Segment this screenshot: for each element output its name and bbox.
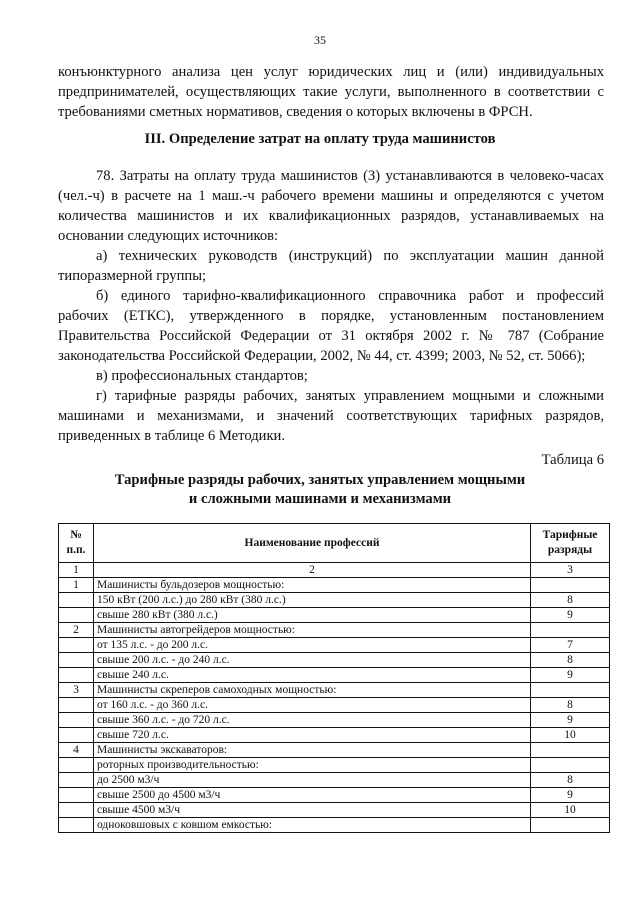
- table-row: [59, 683, 610, 698]
- row-grade: 8: [531, 698, 610, 713]
- paragraph-78: 78. Затраты на оплату труда машинистов (З) устанавливаются в человеко-часах (чел.-ч) в расчете на 1 маш.-ч рабочего времени машины и определяются с учетом количества машинистов и их квалификационных разрядов, устанавливаемых на основании следующих источников:: [58, 168, 604, 244]
- column-number-3: 3: [531, 563, 610, 578]
- row-grade: [531, 758, 610, 773]
- row-grade: 8: [531, 593, 610, 608]
- table-label: Таблица 6: [541, 452, 604, 468]
- row-profession: от 135 л.с. - до 200 л.с.: [94, 638, 531, 653]
- row-profession: роторных производительностью:: [94, 758, 531, 773]
- row-profession: свыше 240 л.с.: [94, 668, 531, 683]
- row-number: [59, 593, 94, 608]
- row-grade: [531, 818, 610, 833]
- row-grade: 9: [531, 713, 610, 728]
- row-number: 1: [59, 578, 94, 593]
- row-number: 2: [59, 623, 94, 638]
- section-title: III. Определение затрат на оплату труда машинистов: [144, 131, 496, 147]
- row-number: [59, 713, 94, 728]
- column-number-2: 2: [94, 563, 531, 578]
- row-grade: [531, 578, 610, 593]
- row-grade: 10: [531, 803, 610, 818]
- row-grade: [531, 683, 610, 698]
- row-profession: до 2500 м3/ч: [94, 773, 531, 788]
- row-grade: [531, 743, 610, 758]
- table-row: [59, 608, 610, 623]
- table-title: [0, 471, 640, 509]
- row-profession: свыше 360 л.с. - до 720 л.с.: [94, 713, 531, 728]
- tariff-table: [58, 523, 610, 833]
- row-number: [59, 788, 94, 803]
- row-number: 3: [59, 683, 94, 698]
- row-profession: свыше 2500 до 4500 м3/ч: [94, 788, 531, 803]
- table-row: [59, 593, 610, 608]
- table-title-line-1: Тарифные разряды рабочих, занятых управлением мощными: [114, 472, 526, 488]
- paragraph-v: в) профессиональных стандартов;: [96, 368, 308, 384]
- page-number: 35: [314, 33, 326, 47]
- row-profession: от 160 л.с. - до 360 л.с.: [94, 698, 531, 713]
- row-profession: свыше 4500 м3/ч: [94, 803, 531, 818]
- row-grade: 9: [531, 788, 610, 803]
- table-row: [59, 578, 610, 593]
- row-number: [59, 818, 94, 833]
- table-row: [59, 818, 610, 833]
- table-row: [59, 713, 610, 728]
- paragraph-g: г) тарифные разряды рабочих, занятых управлением мощными и сложными машинами и механизмами, и значений соответствующих тарифных разрядов, приведенных в таблице 6 Методики.: [58, 388, 604, 444]
- table-row: [59, 623, 610, 638]
- row-profession: свыше 200 л.с. - до 240 л.с.: [94, 653, 531, 668]
- header-profession: Наименование профессий: [94, 524, 531, 563]
- row-number: [59, 668, 94, 683]
- row-number: 4: [59, 743, 94, 758]
- table-row: [59, 743, 610, 758]
- row-profession: Машинисты экскаваторов:: [94, 743, 531, 758]
- table-row: [59, 803, 610, 818]
- row-grade: [531, 623, 610, 638]
- row-number: [59, 608, 94, 623]
- row-profession: Машинисты скреперов самоходных мощностью:: [94, 683, 531, 698]
- row-profession: 150 кВт (200 л.с.) до 280 кВт (380 л.с.): [94, 593, 531, 608]
- header-number: № п.п.: [59, 524, 94, 563]
- paragraph-a: а) технических руководств (инструкций) по эксплуатации машин данной типоразмерной группы;: [58, 248, 604, 284]
- row-grade: 7: [531, 638, 610, 653]
- row-grade: 9: [531, 608, 610, 623]
- row-grade: 8: [531, 773, 610, 788]
- row-number: [59, 728, 94, 743]
- row-profession: свыше 720 л.с.: [94, 728, 531, 743]
- table-row: [59, 758, 610, 773]
- table-row: [59, 638, 610, 653]
- intro-text: конъюнктурного анализа цен услуг юридических лиц и (или) индивидуальных предпринимателей, осуществляющих такие услуги, выполненного в соответствии с требованиями сметных нормативов, сведения о которых включены в ФРСН.: [58, 64, 604, 120]
- row-profession: Машинисты бульдозеров мощностью:: [94, 578, 531, 593]
- row-number: [59, 803, 94, 818]
- body-paragraphs: [58, 166, 604, 446]
- intro-paragraph: [58, 62, 604, 122]
- table-title-line-2: и сложными машинами и механизмами: [188, 491, 452, 507]
- header-grade: Тарифные разряды: [531, 524, 610, 563]
- row-grade: 10: [531, 728, 610, 743]
- table-row: [59, 653, 610, 668]
- column-number-1: 1: [59, 563, 94, 578]
- table-row: [59, 698, 610, 713]
- row-number: [59, 758, 94, 773]
- table-header-row: [59, 524, 610, 563]
- column-numbering-row: [59, 563, 610, 578]
- row-grade: 9: [531, 668, 610, 683]
- row-number: [59, 638, 94, 653]
- row-number: [59, 773, 94, 788]
- paragraph-b: б) единого тарифно-квалификационного справочника работ и профессий рабочих (ЕТКС), утвержденного в порядке, установленным постановлением Правительства Российской Федерации от 31 октября 2002 г. № 787 (Собрание законодательства Российской Федерации, 2002, № 44, ст. 4399; 2003, № 52, ст. 5066);: [58, 288, 604, 364]
- table-row: [59, 728, 610, 743]
- row-number: [59, 698, 94, 713]
- table-row: [59, 773, 610, 788]
- row-grade: 8: [531, 653, 610, 668]
- table-row: [59, 788, 610, 803]
- row-number: [59, 653, 94, 668]
- row-profession: одноковшовых с ковшом емкостью:: [94, 818, 531, 833]
- table-row: [59, 668, 610, 683]
- row-profession: Машинисты автогрейдеров мощностью:: [94, 623, 531, 638]
- row-profession: свыше 280 кВт (380 л.с.): [94, 608, 531, 623]
